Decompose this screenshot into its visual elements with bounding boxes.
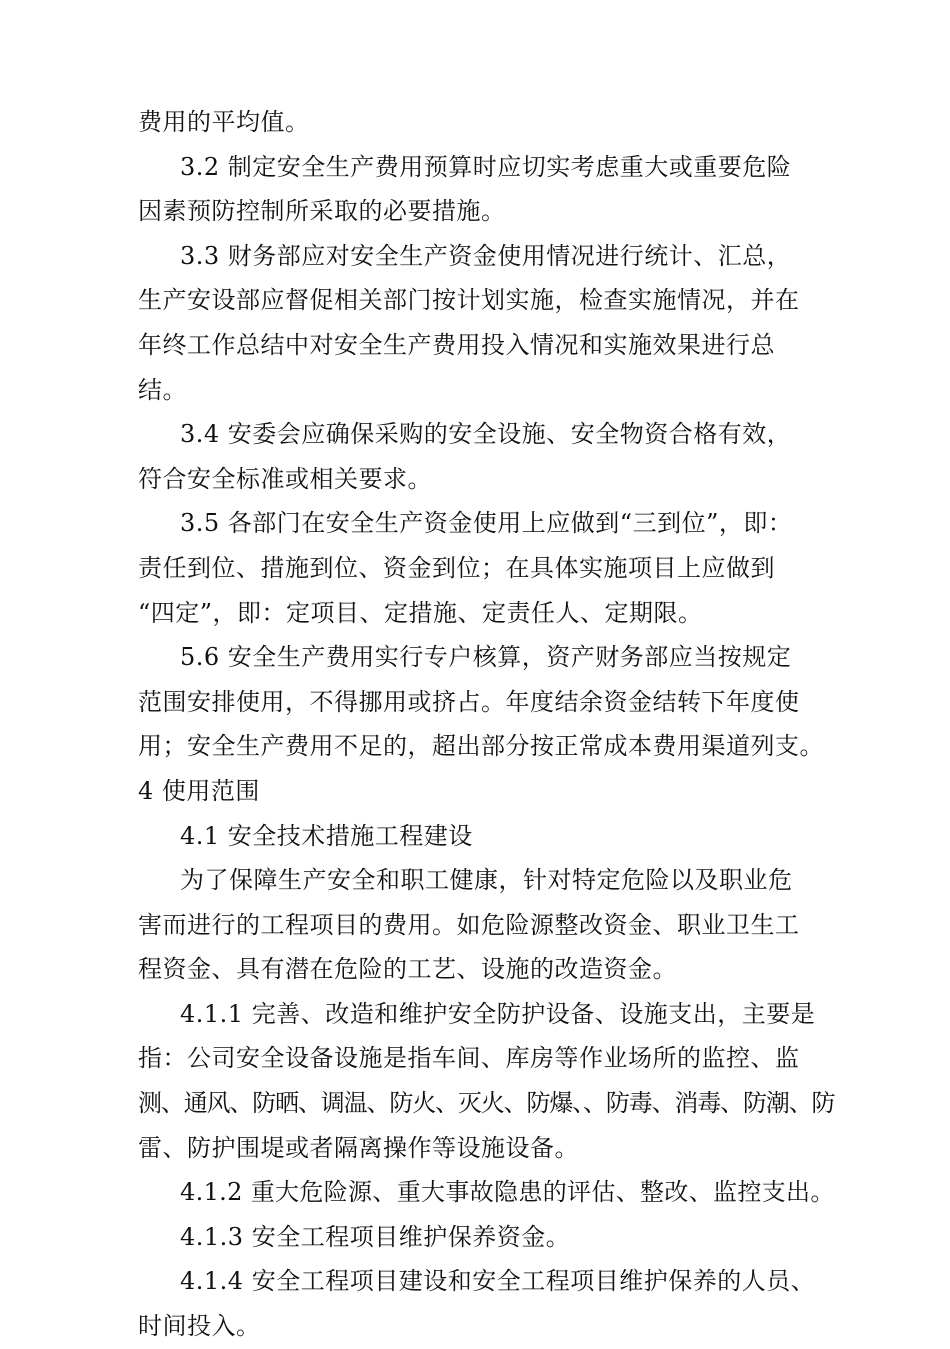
text-line: 用；安全生产费用不足的，超出部分按正常成本费用渠道列支。 bbox=[138, 732, 824, 761]
text-line: 符合安全标准或相关要求。 bbox=[138, 464, 432, 493]
document-body bbox=[138, 100, 838, 1349]
text-line: 责任到位、措施到位、资金到位；在具体实施项目上应做到 bbox=[138, 553, 775, 582]
text-line: 为了保障生产安全和职工健康，针对特定危险以及职业危 bbox=[180, 866, 793, 895]
text-line: 3.5 各部门在安全生产资金使用上应做到“三到位”，即： bbox=[180, 509, 793, 538]
text-line: 4.1.1 完善、改造和维护安全防护设备、设施支出，主要是 bbox=[180, 999, 816, 1028]
section-heading: 4 使用范围 bbox=[138, 776, 260, 805]
text-line: 雷、防护围堤或者隔离操作等设施设备。 bbox=[138, 1133, 579, 1162]
text-line: “四定”，即：定项目、定措施、定责任人、定期限。 bbox=[138, 598, 703, 627]
text-line: 3.4 安委会应确保采购的安全设施、安全物资合格有效， bbox=[180, 420, 792, 449]
text-line: 生产安设部应督促相关部门按计划实施，检查实施情况，并在 bbox=[138, 286, 800, 315]
text-line: 4.1.4 安全工程项目建设和安全工程项目维护保养的人员、 bbox=[180, 1267, 816, 1296]
subsection-heading: 4.1 安全技术措施工程建设 bbox=[180, 821, 473, 850]
text-line: 害而进行的工程项目的费用。如危险源整改资金、职业卫生工 bbox=[138, 910, 800, 939]
text-line: 年终工作总结中对安全生产费用投入情况和实施效果进行总 bbox=[138, 330, 775, 359]
text-line: 3.2 制定安全生产费用预算时应切实考虑重大或重要危险 bbox=[180, 152, 792, 181]
text-line: 因素预防控制所采取的必要措施。 bbox=[138, 197, 506, 226]
text-line: 程资金、具有潜在危险的工艺、设施的改造资金。 bbox=[138, 955, 677, 984]
text-line: 时间投入。 bbox=[138, 1312, 261, 1341]
text-line: 测、通风、防晒、调温、防火、灭火、防爆、、防毒、消毒、防潮、防 bbox=[138, 1089, 835, 1118]
text-line: 结。 bbox=[138, 375, 187, 404]
text-line: 3.3 财务部应对安全生产资金使用情况进行统计、汇总， bbox=[180, 241, 792, 270]
text-line: 指：公司安全设备设施是指车间、库房等作业场所的监控、监 bbox=[138, 1044, 800, 1073]
text-line: 范围安排使用，不得挪用或挤占。年度结余资金结转下年度使 bbox=[138, 687, 800, 716]
text-line: 4.1.3 安全工程项目维护保养资金。 bbox=[180, 1222, 571, 1251]
text-line: 4.1.2 重大危险源、重大事故隐患的评估、整改、监控支出。 bbox=[180, 1178, 835, 1207]
text-line: 费用的平均值。 bbox=[138, 108, 310, 136]
text-line: 5.6 安全生产费用实行专户核算，资产财务部应当按规定 bbox=[180, 643, 792, 672]
